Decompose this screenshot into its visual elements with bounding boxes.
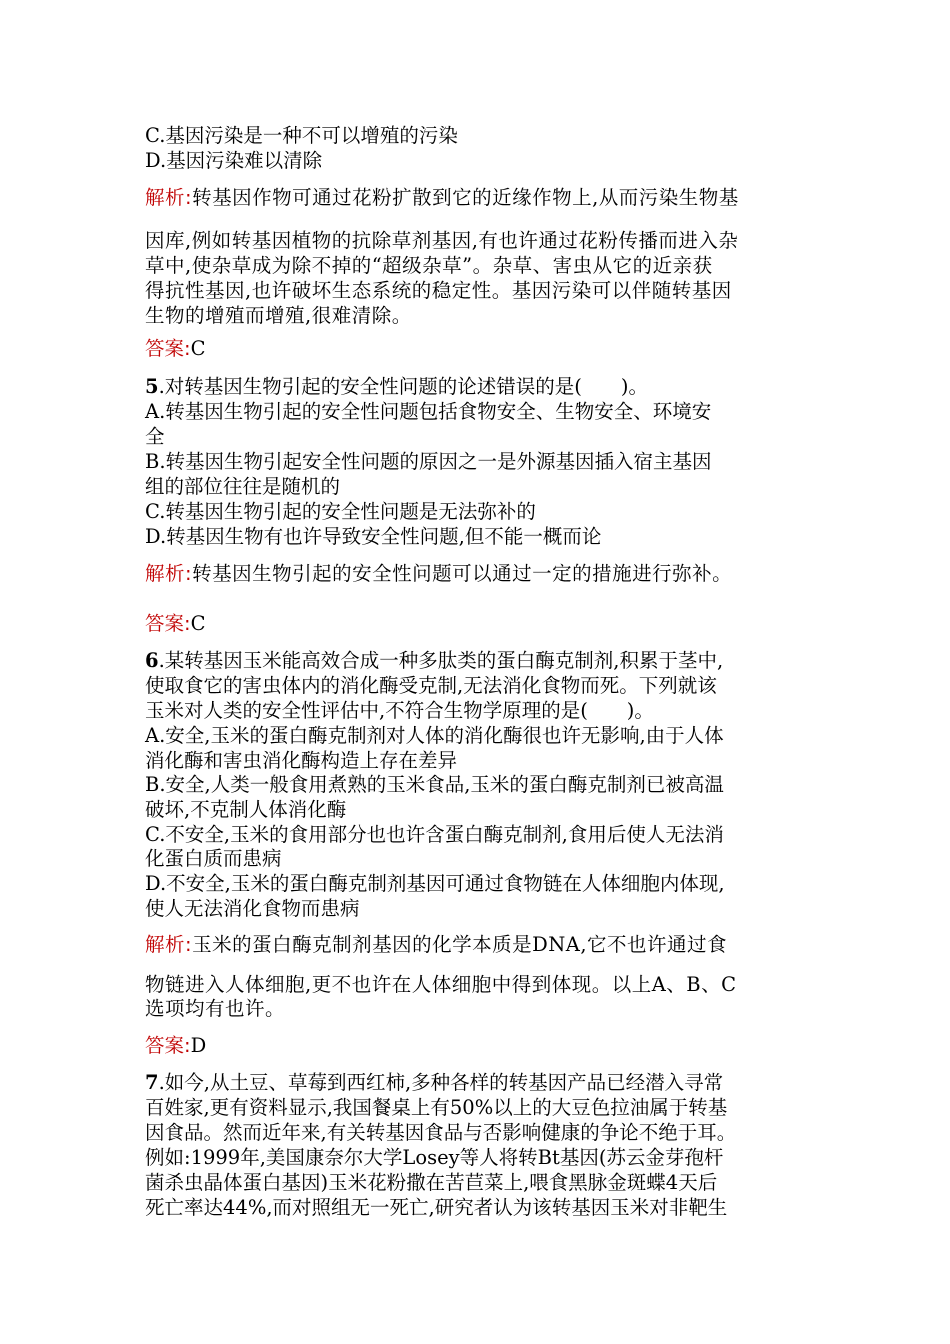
q6-analysis-line: 物链进入人体细胞,更不也许在人体细胞中得到体现。以上A、B、C <box>145 973 737 996</box>
q6-stem <box>145 649 723 673</box>
q4-option-d: D.基因污染难以清除 <box>145 149 323 172</box>
q4-analysis-line: 因库,例如转基因植物的抗除草剂基因,有也许通过花粉传播而进入杂 <box>145 229 739 252</box>
q6-option-line: 使人无法消化食物而患病 <box>145 897 360 920</box>
q6-option-line: 破坏,不克制人体消化酶 <box>145 798 347 821</box>
q5-option-line: D.转基因生物有也许导致安全性问题,但不能一概而论 <box>145 525 602 548</box>
q7-stem-line: 死亡率达44%,而对照组无一死亡,研究者认为该转基因玉米对非靶生 <box>145 1196 728 1219</box>
q6-answer-value: D <box>190 1034 207 1057</box>
q5-stem-text: .对转基因生物引起的安全性问题的论述错误的是( )。 <box>158 375 648 398</box>
q5-option-line: 组的部位往往是随机的 <box>145 475 341 498</box>
q5-option-line: A.转基因生物引起的安全性问题包括食物安全、生物安全、环境安 <box>145 400 712 423</box>
analysis-label: 解析: <box>145 933 193 956</box>
answer-label: 答案: <box>145 337 191 360</box>
q4-analysis-line: 草中,使杂草成为除不掉的“超级杂草”。杂草、害虫从它的近亲获 <box>145 254 713 277</box>
q5-answer-value: C <box>190 612 206 635</box>
q5-analysis-line <box>145 562 732 586</box>
q4-answer <box>145 337 206 361</box>
q6-answer <box>145 1034 206 1058</box>
q5-option-line: B.转基因生物引起安全性问题的原因之一是外源基因插入宿主基因 <box>145 450 712 473</box>
q4-analysis-text: 转基因作物可通过花粉扩散到它的近缘作物上,从而污染生物基 <box>192 186 739 209</box>
q4-analysis-line: 生物的增殖而增殖,很难清除。 <box>145 304 412 327</box>
q7-stem-line: 例如:1999年,美国康奈尔大学Losey等人将转Bt基因(苏云金芽孢杆 <box>145 1146 724 1169</box>
q7-stem-line: 因食品。然而近年来,有关转基因食品与否影响健康的争论不绝于耳。 <box>145 1121 737 1144</box>
q6-option-line: 化蛋白质而患病 <box>145 847 282 870</box>
q4-option-c: C.基因污染是一种不可以增殖的污染 <box>145 124 458 147</box>
q7-stem <box>145 1071 723 1095</box>
q5-answer <box>145 612 206 636</box>
q6-analysis-text: 玉米的蛋白酶克制剂基因的化学本质是DNA,它不也许通过食 <box>192 933 728 956</box>
q5-stem <box>145 375 648 399</box>
q6-option-line: B.安全,人类一般食用煮熟的玉米食品,玉米的蛋白酶克制剂已被高温 <box>145 773 724 796</box>
q7-number: 7 <box>145 1071 159 1094</box>
q7-stem-line: 菌杀虫晶体蛋白基因)玉米花粉撒在苦苣菜上,喂食黑脉金斑蝶4天后 <box>145 1171 718 1194</box>
q6-analysis-line: 选项均有也许。 <box>145 997 286 1020</box>
answer-label: 答案: <box>145 612 191 635</box>
q5-option-line: 全 <box>145 425 165 448</box>
q7-stem-text: .如今,从土豆、草莓到西红柿,多种各样的转基因产品已经潜入寻常 <box>158 1071 724 1094</box>
q5-option-line: C.转基因生物引起的安全性问题是无法弥补的 <box>145 500 536 523</box>
q7-stem-line: 百姓家,更有资料显示,我国餐桌上有50%以上的大豆色拉油属于转基 <box>145 1096 728 1119</box>
q6-stem-text: .某转基因玉米能高效合成一种多肽类的蛋白酶克制剂,积累于茎中, <box>158 649 724 672</box>
q4-analysis-line <box>145 186 739 210</box>
q6-option-line: C.不安全,玉米的食用部分也也许含蛋白酶克制剂,食用后使人无法消 <box>145 823 724 846</box>
q6-stem-line: 玉米对人类的安全性评估中,不符合生物学原理的是( )。 <box>145 699 654 722</box>
q5-number: 5 <box>145 375 159 398</box>
q5-analysis-text: 转基因生物引起的安全性问题可以通过一定的措施进行弥补。 <box>192 562 733 585</box>
q6-stem-line: 使取食它的害虫体内的消化酶受克制,无法消化食物而死。下列就该 <box>145 674 717 697</box>
q4-answer-value: C <box>190 337 206 360</box>
q6-option-line: A.安全,玉米的蛋白酶克制剂对人体的消化酶很也许无影响,由于人体 <box>145 724 724 747</box>
analysis-label: 解析: <box>145 186 193 209</box>
q4-analysis-line: 得抗性基因,也许破坏生态系统的稳定性。基因污染可以伴随转基因 <box>145 279 732 302</box>
q6-option-line: D.不安全,玉米的蛋白酶克制剂基因可通过食物链在人体细胞内体现, <box>145 872 725 895</box>
q6-option-line: 消化酶和害虫消化酶构造上存在差异 <box>145 749 458 772</box>
answer-label: 答案: <box>145 1034 191 1057</box>
q6-number: 6 <box>145 649 159 672</box>
q6-analysis-line <box>145 933 727 957</box>
analysis-label: 解析: <box>145 562 193 585</box>
